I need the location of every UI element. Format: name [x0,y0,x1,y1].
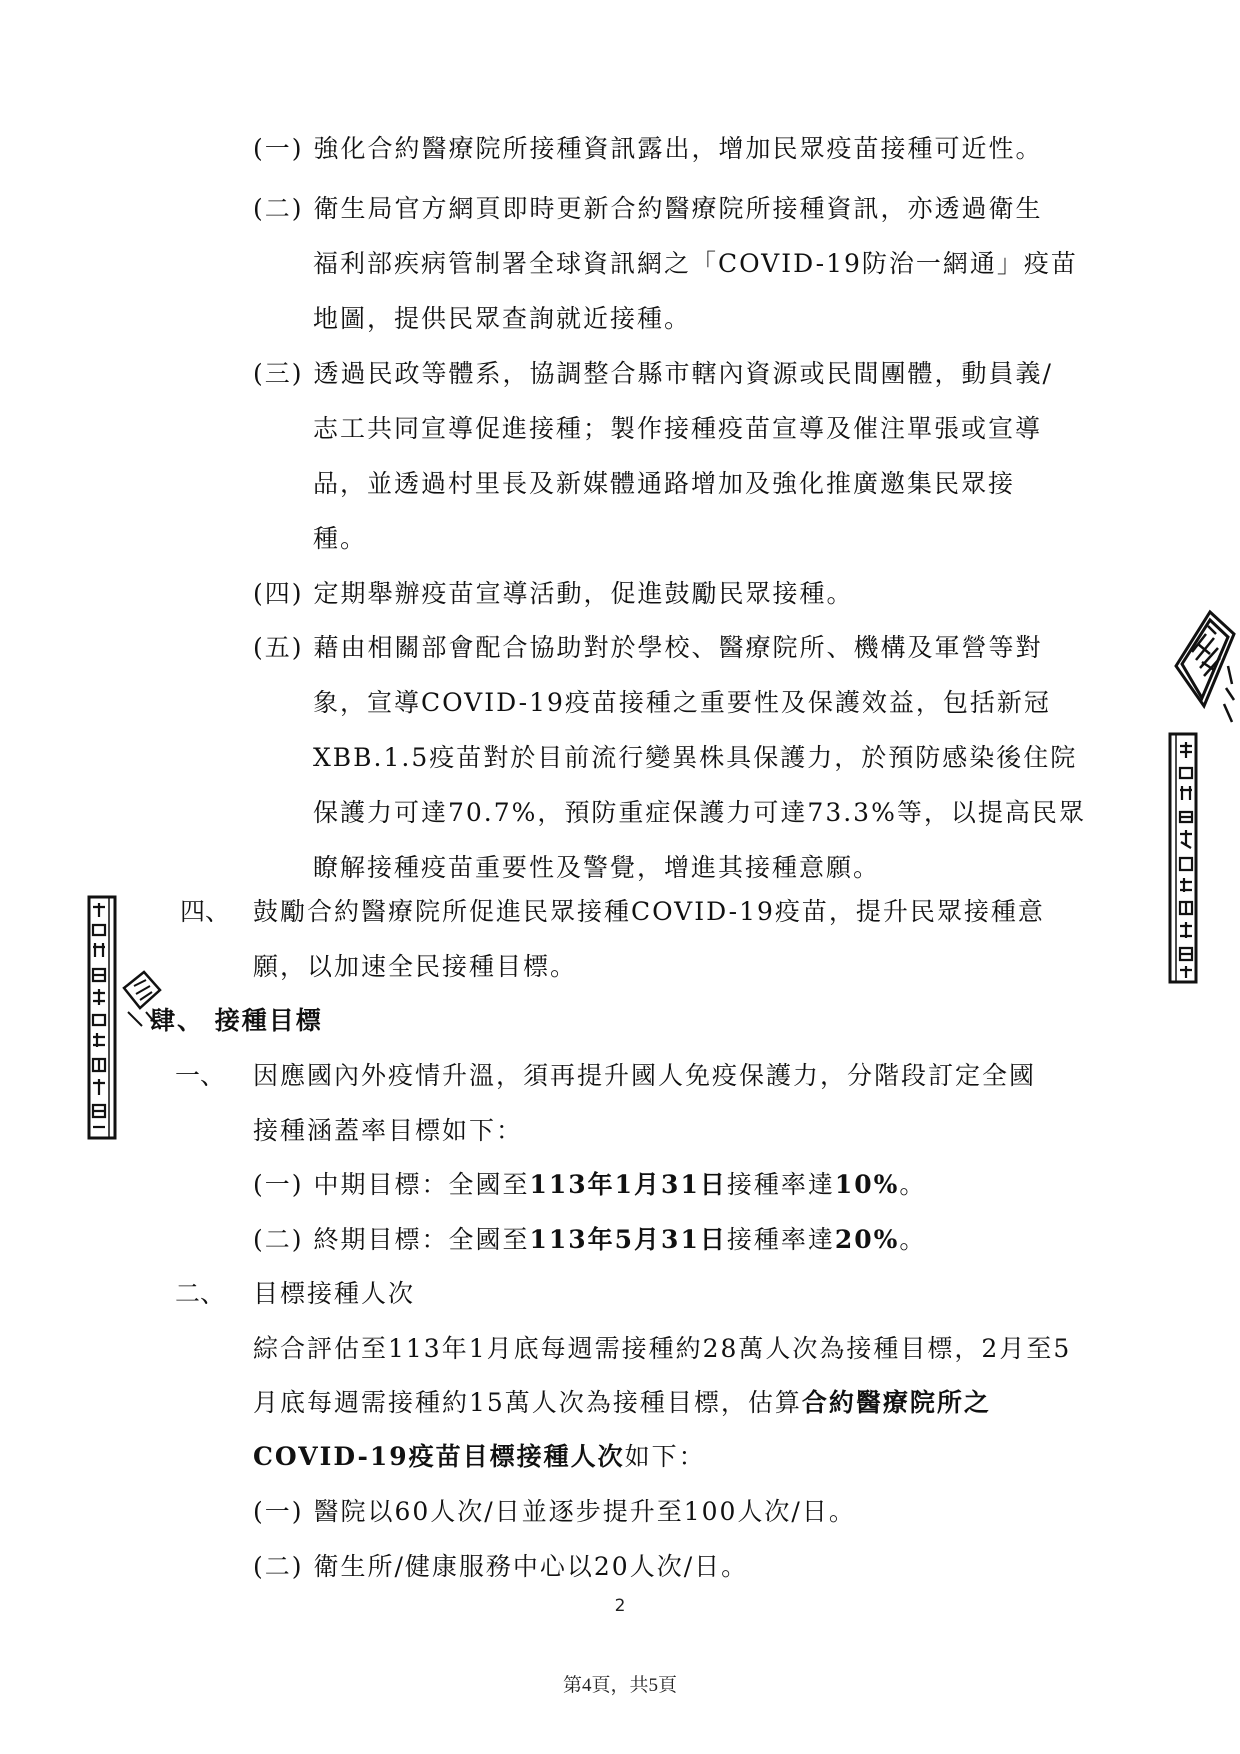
target-one-number: 一、 [175,1061,226,1090]
item-3-line-1: (三) 透過民政等體系，協調整合縣市轄內資源或民間團體，動員義/ [253,359,1053,388]
health-center-target: (二) 衛生所/健康服務中心以20人次/日。 [253,1552,749,1581]
section-four-line-1: 鼓勵合約醫療院所促進民眾接種COVID-19疫苗，提升民眾接種意 [253,897,1045,926]
paragraph-3-bold: COVID-19疫苗目標接種人次 [253,1442,625,1471]
item-4: (四) 定期舉辦疫苗宣導活動，促進鼓勵民眾接種。 [253,579,854,608]
final-term-date: 113年5月31日 [529,1225,727,1254]
section-heading: 肆、 接種目標 [150,1006,323,1035]
page-footer: 第4頁，共5頁 [562,1675,677,1696]
mid-term-middle: 接種率達 [726,1170,835,1199]
paragraph-3-text: 如下： [624,1442,706,1471]
section-four-number: 四、 [180,897,231,926]
paragraph-2-text: 月底每週需接種約15萬人次為接種目標，估算 [253,1388,802,1417]
target-one-line-2: 接種涵蓋率目標如下： [253,1116,524,1145]
page-number: 2 [614,1596,626,1616]
item-3-line-3: 品，並透過村里長及新媒體通路增加及強化推廣邀集民眾接 [313,469,1016,498]
item-5-line-5: 瞭解接種疫苗重要性及警覺，增進其接種意願。 [313,853,881,882]
item-2-line-3: 地圖，提供民眾查詢就近接種。 [313,304,692,333]
hospital-target: (一) 醫院以60人次/日並逐步提升至100人次/日。 [253,1497,856,1526]
final-term-prefix: (二) 終期目標：全國至 [253,1225,530,1254]
seal-stamp-small [120,968,164,1028]
target-one-line-1: 因應國內外疫情升溫，須再提升國人免疫保護力，分階段訂定全國 [253,1061,1037,1090]
item-5-line-4: 保護力可達70.7%，預防重症保護力可達73.3%等，以提高民眾 [313,798,1086,827]
item-2-line-2: 福利部疾病管制署全球資訊網之「COVID-19防治一網通」疫苗 [313,249,1078,278]
target-two-number: 二、 [175,1279,226,1308]
final-term-end: 。 [899,1225,927,1254]
section-four-line-2: 願，以加速全民接種目標。 [253,952,578,981]
target-two-paragraph-3 [253,1440,706,1474]
mid-term-rate: 10% [834,1170,900,1199]
mid-term-end: 。 [899,1170,927,1199]
seal-stamp-diamond [1170,604,1236,730]
item-2-line-1: (二) 衛生局官方網頁即時更新合約醫療院所接種資訊，亦透過衛生 [253,194,1043,223]
item-5-line-3: XBB.1.5疫苗對於目前流行變異株具保護力，於預防感染後住院 [313,743,1078,772]
target-two-title: 目標接種人次 [253,1279,416,1308]
item-5-line-1: (五) 藉由相關部會配合協助對於學校、醫療院所、機構及軍營等對 [253,633,1043,662]
final-term-target [253,1223,926,1257]
item-1: (一) 強化合約醫療院所接種資訊露出，增加民眾疫苗接種可近性。 [253,134,1043,163]
paragraph-2-bold: 合約醫療院所之 [801,1388,991,1417]
seal-stamp-right-vertical [1168,732,1198,984]
item-3-line-4: 種。 [313,524,368,553]
seal-stamp-left-vertical [87,895,121,1140]
mid-term-target [253,1168,926,1202]
final-term-rate: 20% [834,1225,900,1254]
target-two-paragraph-2 [253,1386,991,1420]
mid-term-prefix: (一) 中期目標：全國至 [253,1170,530,1199]
item-3-line-2: 志工共同宣導促進接種；製作接種疫苗宣導及催注單張或宣導 [313,414,1043,443]
final-term-middle: 接種率達 [726,1225,835,1254]
item-5-line-2: 象，宣導COVID-19疫苗接種之重要性及保護效益，包括新冠 [313,688,1051,717]
mid-term-date: 113年1月31日 [529,1170,727,1199]
target-two-paragraph-1: 綜合評估至113年1月底每週需接種約28萬人次為接種目標，2月至5 [253,1334,1072,1363]
